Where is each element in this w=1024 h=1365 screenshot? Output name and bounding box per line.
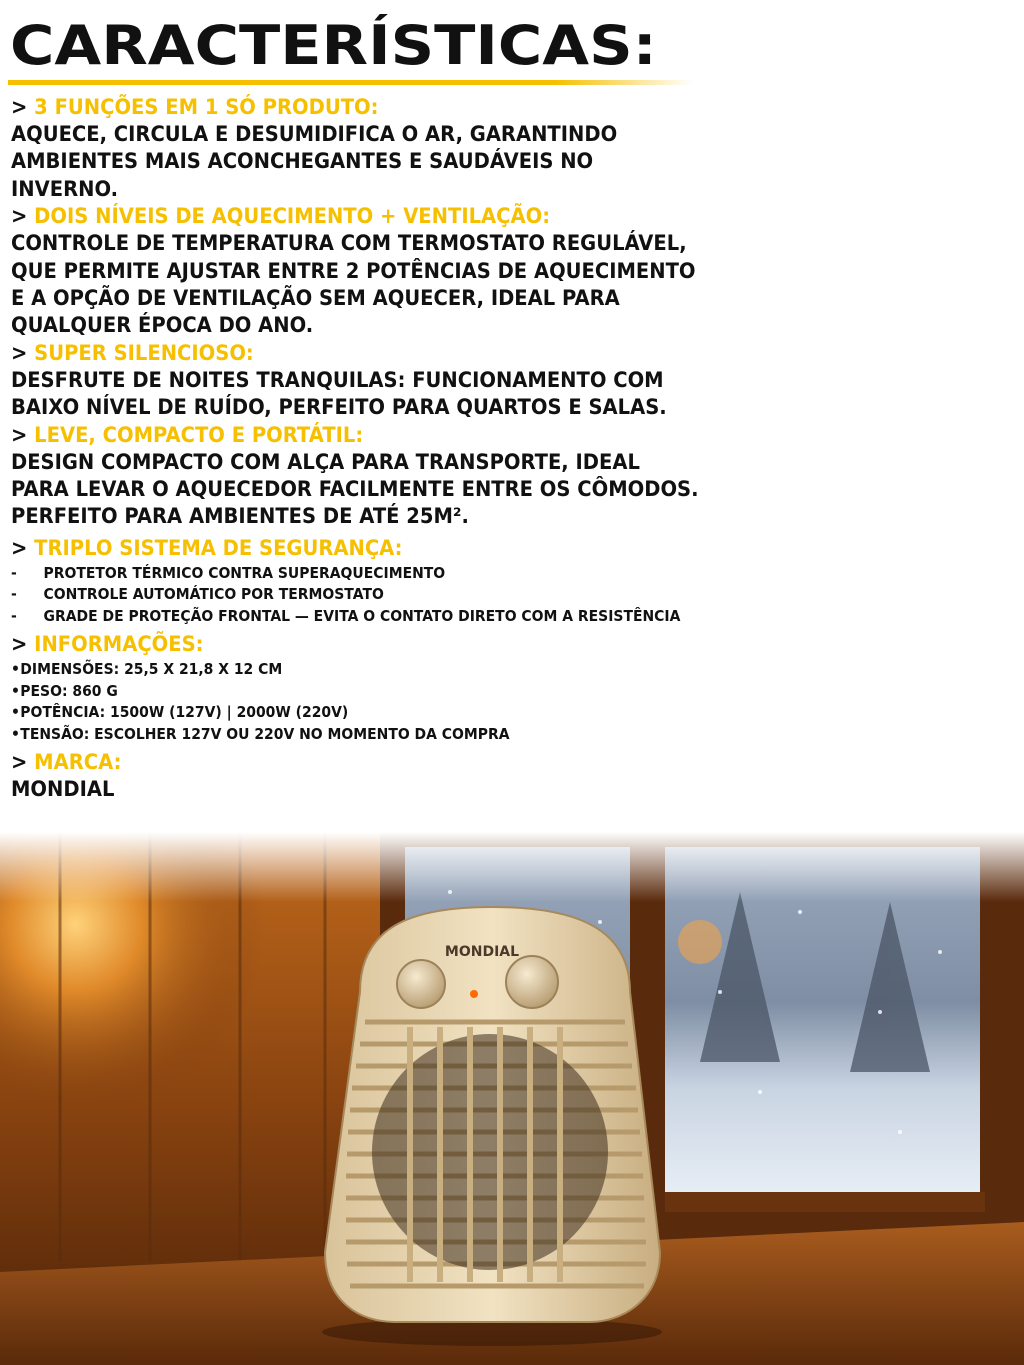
heading-label: TRIPLO SISTEMA DE SEGURANÇA:	[34, 535, 403, 560]
title-underline	[8, 80, 693, 85]
heading-marker: >	[11, 632, 28, 657]
list-item	[11, 584, 950, 606]
safety-list	[11, 563, 1021, 628]
window-sill	[665, 1192, 985, 1212]
section-heading	[11, 203, 950, 230]
heading-marker: >	[11, 95, 28, 119]
feature-section	[11, 422, 1021, 531]
info-section	[11, 631, 1021, 745]
top-fade	[0, 832, 1024, 902]
page-title: CARACTERÍSTICAS:	[10, 14, 657, 77]
cabin-light	[678, 920, 722, 964]
bullet-dash: -	[11, 585, 17, 604]
bullet-dash: -	[11, 563, 17, 582]
list-item-text: DIMENSÕES: 25,5 X 21,8 X 12 CM	[20, 660, 283, 679]
list-item-text: GRADE DE PROTEÇÃO FRONTAL — EVITA O CONTATO DIRETO COM A RESISTÊNCIA	[43, 606, 681, 625]
list-item	[11, 659, 950, 681]
heading-marker: >	[11, 340, 28, 365]
list-item	[11, 681, 950, 703]
section-body: DESFRUTE DE NOITES TRANQUILAS: FUNCIONAMENTO COM BAIXO NÍVEL DE RUÍDO, PERFEITO PARA QUARTOS E SALAS.	[11, 367, 667, 420]
list-item-text: CONTROLE AUTOMÁTICO POR TERMOSTATO	[43, 585, 384, 604]
heading-marker: >	[11, 750, 28, 775]
features-content	[11, 94, 1021, 804]
section-heading	[11, 535, 950, 562]
feature-section	[11, 203, 1021, 340]
list-item	[11, 702, 950, 724]
brand-name: MONDIAL	[11, 777, 115, 802]
bullet-dot: •	[11, 703, 20, 722]
bullet-dot: •	[11, 660, 20, 679]
list-item	[11, 563, 950, 585]
heading-label: INFORMAÇÕES:	[34, 632, 204, 657]
section-heading	[11, 422, 950, 449]
heading-label: DOIS NÍVEIS DE AQUECIMENTO + VENTILAÇÃO:	[34, 204, 551, 229]
list-item-text: PROTETOR TÉRMICO CONTRA SUPERAQUECIMENTO	[43, 563, 446, 582]
heading-marker: >	[11, 204, 28, 229]
product-photo	[0, 832, 1024, 1365]
heater-illustration	[322, 907, 662, 1346]
section-heading	[11, 340, 950, 367]
list-item-text: TENSÃO: ESCOLHER 127V OU 220V NO MOMENTO DA COMPRA	[20, 724, 510, 743]
bullet-dot: •	[11, 724, 20, 743]
power-led	[470, 990, 478, 998]
section-heading	[11, 749, 950, 776]
list-item	[11, 724, 950, 746]
section-body: AQUECE, CIRCULA E DESUMIDIFICA O AR, GARANTINDO AMBIENTES MAIS ACONCHEGANTES E SAUDÁVEIS NO INVERNO.	[11, 122, 618, 201]
brand-section	[11, 749, 1021, 803]
heading-marker: >	[11, 535, 28, 560]
heading-label: SUPER SILENCIOSO:	[34, 340, 254, 365]
list-item-text: POTÊNCIA: 1500W (127V) | 2000W (220V)	[20, 703, 349, 722]
section-body: DESIGN COMPACTO COM ALÇA PARA TRANSPORTE, IDEAL PARA LEVAR O AQUECEDOR FACILMENTE ENTRE OS CÔMODOS. PERFEITO PARA AMBIENTES DE ATÉ 25M².	[11, 449, 699, 529]
heading-marker: >	[11, 422, 28, 447]
heater-knob-left	[397, 960, 445, 1008]
heater-brand-label: MONDIAL	[444, 944, 520, 960]
section-heading	[11, 94, 950, 121]
info-list	[11, 659, 1021, 745]
list-item	[11, 606, 950, 628]
heading-label: 3 FUNÇÕES EM 1 SÓ PRODUTO:	[34, 95, 379, 119]
bullet-dash: -	[11, 606, 17, 625]
section-body: CONTROLE DE TEMPERATURA COM TERMOSTATO REGULÁVEL, QUE PERMITE AJUSTAR ENTRE 2 POTÊNCIAS DE AQUECIMENTO E A OPÇÃO DE VENTILAÇÃO SEM AQUECER, IDEAL PARA QUALQUER ÉPOCA DO ANO.	[11, 231, 696, 338]
feature-section	[11, 340, 1021, 422]
feature-section	[11, 94, 1021, 203]
heater-knob-right	[506, 956, 558, 1008]
heading-label: MARCA:	[34, 750, 122, 775]
list-item-text: PESO: 860 G	[20, 681, 118, 700]
heading-label: LEVE, COMPACTO E PORTÁTIL:	[34, 422, 364, 447]
section-heading	[11, 631, 950, 658]
bullet-dot: •	[11, 681, 20, 700]
safety-section	[11, 535, 1021, 628]
